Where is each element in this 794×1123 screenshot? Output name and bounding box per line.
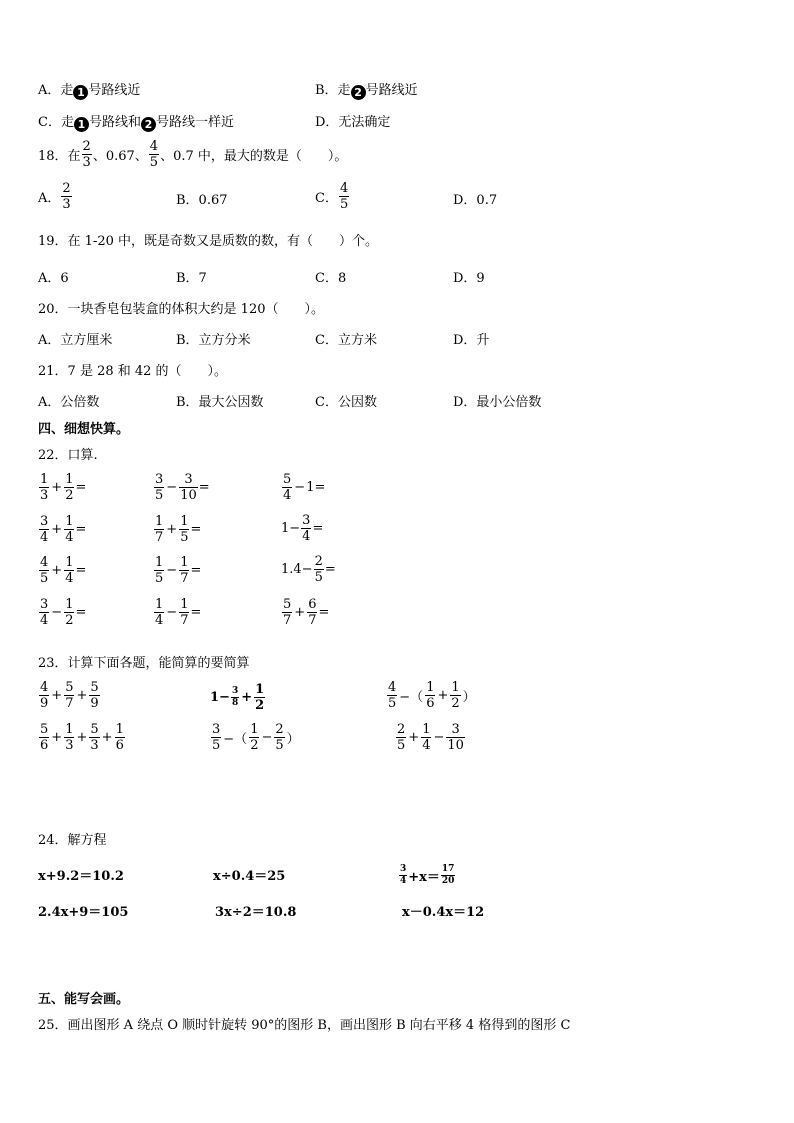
q24-equation-6: x－0.4x＝12 <box>402 905 485 920</box>
q23-expr-6: $\frac{2}{5}$ + $\frac{1}{4}$ − $\frac{3}{10}$ <box>397 722 464 753</box>
q18-option-d: D．0.7 <box>453 193 498 208</box>
q19-question: 19．在 1-20 中，既是奇数又是质数的数，有（ ）个。 <box>38 234 379 249</box>
q22-item: $\frac{1}{4}$ − $\frac{1}{7}$ = <box>155 597 202 628</box>
q22-item: 1− $\frac{3}{4}$ = <box>281 513 324 544</box>
q22-item: $\frac{5}{7}$ + $\frac{6}{7}$ = <box>283 597 330 628</box>
q22-item: $\frac{4}{5}$ + $\frac{1}{4}$ = <box>40 555 87 586</box>
q19-option-c: C．8 <box>315 271 347 286</box>
fraction: $\frac{4}{5}$ <box>40 555 49 586</box>
q21-option-c: C．公因数 <box>315 395 377 410</box>
q20-question: 20．一块香皂包装盒的体积大约是 120（ ）。 <box>38 302 324 317</box>
q24-equation-5: 3x÷2＝10.8 <box>215 905 297 920</box>
q20-option-a: A．立方厘米 <box>38 333 113 348</box>
fraction: $\frac{3}{5}$ <box>155 472 164 503</box>
fraction: $\frac{1}{7}$ <box>180 555 189 586</box>
q22-item: $\frac{3}{4}$ + $\frac{1}{4}$ = <box>40 514 87 545</box>
q22-item: $\frac{1}{5}$ − $\frac{1}{7}$ = <box>155 555 202 586</box>
q18-option-b: B．0.67 <box>176 193 228 208</box>
circled-number-icon: 2 <box>351 85 366 100</box>
q21-question: 21．7 是 28 和 42 的（ ）。 <box>38 364 228 379</box>
q22-item: $\frac{1}{7}$ + $\frac{1}{5}$ = <box>155 514 202 545</box>
q23-expr-1: $\frac{4}{9}$ + $\frac{5}{7}$ + $\frac{5}{9}$ <box>40 680 99 711</box>
q18-option-c: C． $\frac{4}{5}$ <box>315 181 349 212</box>
fraction: $\frac{1}{3}$ <box>40 472 49 503</box>
q21-option-d: D．最小公倍数 <box>453 395 542 410</box>
fraction: $\frac{4}{5}$ <box>149 139 159 170</box>
fraction: $\frac{4}{5}$ <box>339 181 349 212</box>
fraction: $\frac{1}{5}$ <box>180 514 189 545</box>
fraction: $\frac{1}{4}$ <box>65 514 74 545</box>
fraction: $\frac{3}{10}$ <box>180 472 197 503</box>
section-heading: 四、细想快算。 <box>38 422 130 437</box>
q22-title: 22．口算. <box>38 448 98 463</box>
q19-option-b: B．7 <box>176 271 207 286</box>
q22-item: $\frac{3}{4}$ − $\frac{1}{2}$ = <box>40 597 87 628</box>
q24-equation-4: 2.4x+9＝105 <box>38 905 129 920</box>
q19-option-d: D．9 <box>453 271 485 286</box>
fraction: $\frac{1}{2}$ <box>65 472 74 503</box>
q21-option-b: B．最大公因数 <box>176 395 264 410</box>
q23-expr-2: 1− $\frac{3}{8}$ + $\frac{1}{2}$ <box>210 682 265 713</box>
q20-option-d: D．升 <box>453 333 490 348</box>
q20-option-c: C．立方米 <box>315 333 377 348</box>
q21-option-a: A．公倍数 <box>38 395 100 410</box>
q23-expr-4: $\frac{5}{6}$ + $\frac{1}{3}$ + $\frac{5}{3}$ + $\frac{1}{6}$ <box>40 722 124 753</box>
fraction: $\frac{1}{7}$ <box>180 597 189 628</box>
q24-title: 24．解方程 <box>38 833 107 848</box>
q18-option-a: A． $\frac{2}{3}$ <box>38 181 71 212</box>
fraction: $\frac{1}{4}$ <box>65 555 74 586</box>
fraction: $\frac{2}{5}$ <box>314 554 323 585</box>
q25-question: 25．画出图形 A 绕点 O 顺时针旋转 90°的图形 B，画出图形 B 向右平移 4 格得到的图形 C <box>38 1018 571 1033</box>
q17-option-c: C．走 1 号路线和 2 号路线一样近 <box>38 115 234 131</box>
fraction: $\frac{1}{5}$ <box>155 555 164 586</box>
q22-item: 1.4− $\frac{2}{5}$ = <box>281 554 336 585</box>
q22-item: $\frac{5}{4}$ − 1= <box>283 472 326 503</box>
q23-title: 23．计算下面各题，能简算的要简算 <box>38 656 250 671</box>
fraction: $\frac{3}{4}$ <box>40 597 49 628</box>
circled-number-icon: 1 <box>73 85 88 100</box>
q23-expr-5: $\frac{3}{5}$ −（ $\frac{1}{2}$ − $\frac{2}{5}$ ） <box>212 722 300 753</box>
fraction: $\frac{3}{4}$ <box>40 514 49 545</box>
q23-expr-3: $\frac{4}{5}$ −（ $\frac{1}{6}$ + $\frac{1}{2}$ ） <box>388 680 476 711</box>
fraction: $\frac{1}{4}$ <box>155 597 164 628</box>
q20-option-b: B．立方分米 <box>176 333 251 348</box>
q22-item: $\frac{1}{3}$ + $\frac{1}{2}$ = <box>40 472 87 503</box>
fraction: $\frac{5}{4}$ <box>283 472 292 503</box>
q18-question: 18．在 $\frac{2}{3}$ 、0.67、 $\frac{4}{5}$ 、0.7 中，最大的数是（ ）。 <box>38 139 348 170</box>
fraction: $\frac{1}{7}$ <box>155 514 164 545</box>
fraction: $\frac{5}{7}$ <box>283 597 292 628</box>
q22-item: $\frac{3}{5}$ − $\frac{3}{10}$ = <box>155 472 210 503</box>
q24-equation-1: x+9.2＝10.2 <box>38 869 124 884</box>
section-heading: 五、能写会画。 <box>38 992 130 1007</box>
q17-option-a: A．走 1 号路线近 <box>38 83 141 99</box>
fraction: $\frac{2}{3}$ <box>62 181 71 212</box>
circled-number-icon: 1 <box>74 117 89 132</box>
q17-option-d: D．无法确定 <box>315 115 391 130</box>
fraction: $\frac{6}{7}$ <box>308 597 317 628</box>
q19-option-a: A．6 <box>38 271 69 286</box>
fraction: $\frac{1}{2}$ <box>65 597 74 628</box>
q17-option-b: B．走 2 号路线近 <box>315 83 418 99</box>
fraction: $\frac{3}{4}$ <box>302 513 311 544</box>
fraction: $\frac{2}{3}$ <box>82 139 91 170</box>
q24-equation-3: $\frac{3}{4}$ +x＝ $\frac{17}{20}$ <box>400 864 455 886</box>
circled-number-icon: 2 <box>141 117 156 132</box>
q24-equation-2: x÷0.4＝25 <box>213 869 286 884</box>
